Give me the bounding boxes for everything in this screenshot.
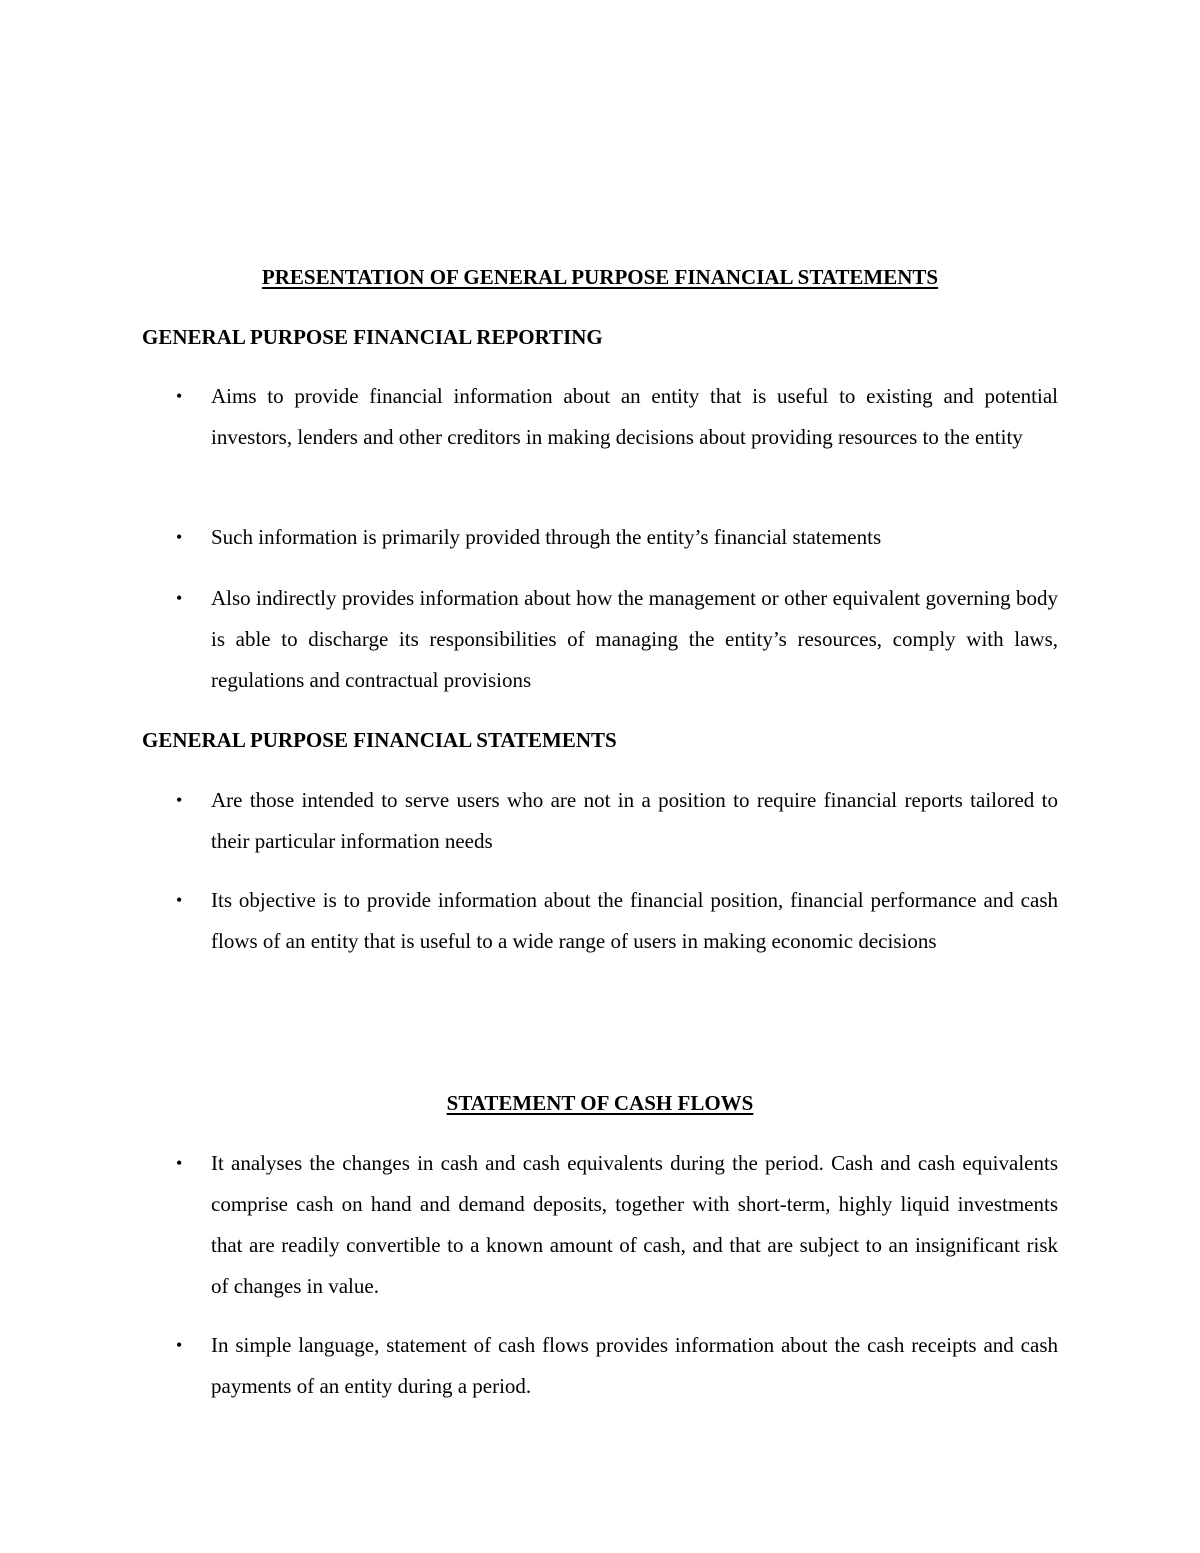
list-item	[142, 1143, 1058, 1307]
list-item	[142, 376, 1058, 458]
list-item	[142, 1325, 1058, 1407]
bullet-icon: •	[176, 386, 183, 406]
list-item	[142, 880, 1058, 962]
list-item-text: In simple language, statement of cash flows provides information about the cash receipts and cash payments of an entity during a period.	[211, 1333, 1058, 1398]
list-item-text: Are those intended to serve users who are not in a position to require financial reports tailored to their particular information needs	[211, 788, 1058, 853]
bullet-icon: •	[176, 1335, 183, 1355]
section-heading-cash-flows: STATEMENT OF CASH FLOWS	[446, 1091, 754, 1115]
list-item-text: Also indirectly provides information about how the management or other equivalent governing body is able to discharge its responsibilities of managing the entity’s resources, comply with laws, regulations and contractual provisions	[211, 586, 1058, 692]
document-title: PRESENTATION OF GENERAL PURPOSE FINANCIAL STATEMENTS	[261, 265, 939, 289]
bullet-icon: •	[176, 890, 183, 910]
bullet-icon: •	[176, 790, 183, 810]
list-item	[142, 517, 1058, 558]
list-item-text: Its objective is to provide information about the financial position, financial performance and cash flows of an entity that is useful to a wide range of users in making economic decisions	[211, 888, 1058, 953]
list-item	[142, 578, 1058, 701]
section-heading-financial-statements: GENERAL PURPOSE FINANCIAL STATEMENTS	[142, 728, 617, 752]
bullet-icon: •	[176, 527, 183, 547]
list-item-text: It analyses the changes in cash and cash equivalents during the period. Cash and cash equivalents comprise cash on hand and demand deposits, together with short-term, highly liquid investments that are readily convertible to a known amount of cash, and that are subject to an insignificant risk of changes in value.	[211, 1151, 1058, 1298]
bullet-icon: •	[176, 588, 183, 608]
list-item-text: Aims to provide financial information about an entity that is useful to existing and potential investors, lenders and other creditors in making decisions about providing resources to the entity	[211, 384, 1058, 449]
list-item	[142, 780, 1058, 862]
section-heading-financial-reporting: GENERAL PURPOSE FINANCIAL REPORTING	[142, 325, 603, 349]
bullet-icon: •	[176, 1153, 183, 1173]
list-item-text: Such information is primarily provided through the entity’s financial statements	[211, 525, 882, 549]
